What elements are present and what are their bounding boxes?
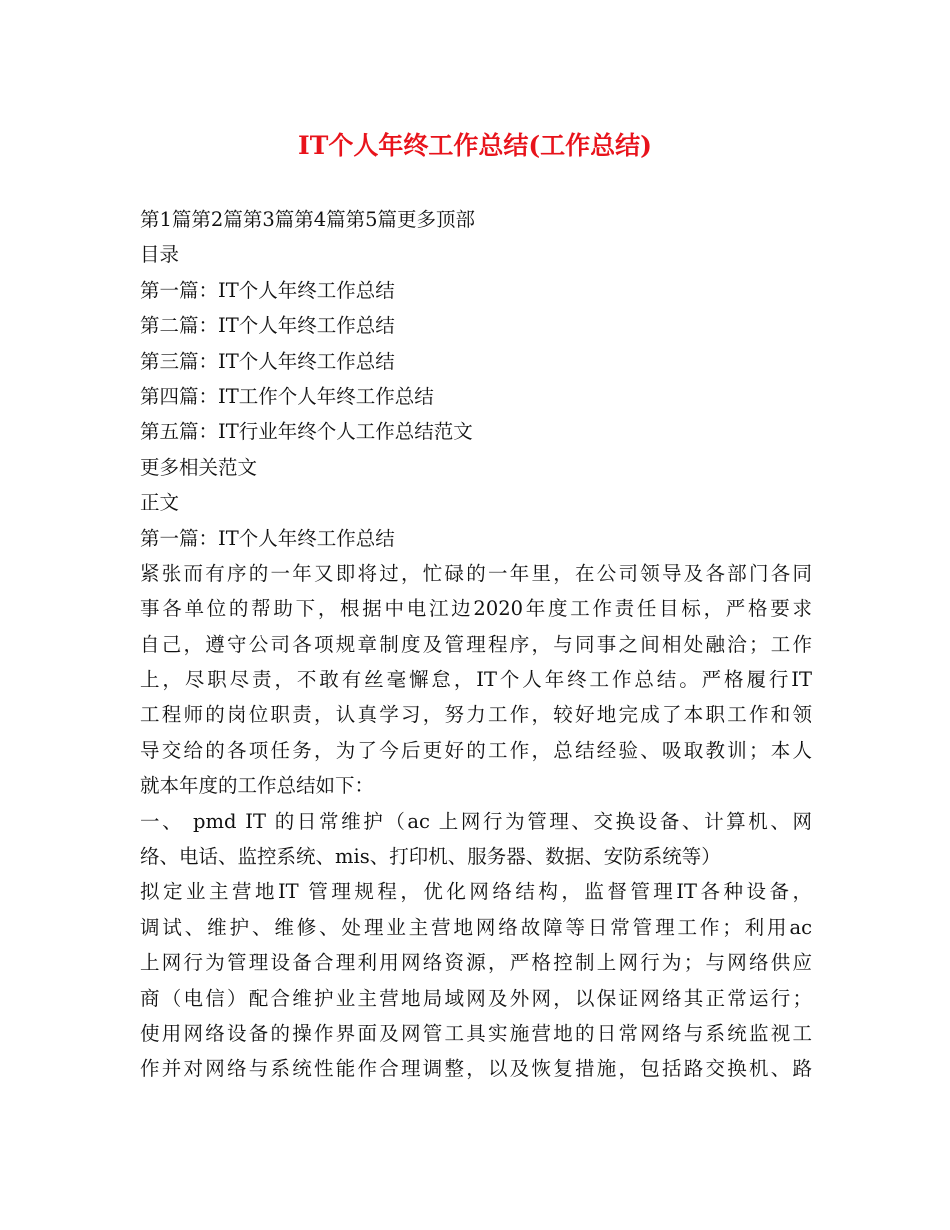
- toc-item: 第四篇：IT工作个人年终工作总结: [140, 384, 434, 408]
- section-heading-line: 络、电话、监控系统、mis、打印机、服务器、数据、安防系统等）: [140, 845, 721, 869]
- nav-line: 第1篇第2篇第3篇第4篇第5篇更多顶部: [140, 208, 476, 231]
- article-heading: 第一篇：IT个人年终工作总结: [140, 526, 395, 550]
- document-title: IT个人年终工作总结(工作总结): [298, 131, 652, 160]
- paragraph-line: 拟定业主营地IT 管理规程，优化网络结构，监督管理IT各种设备，: [140, 880, 812, 904]
- toc-item: 第五篇：IT行业年终个人工作总结范文: [140, 420, 473, 444]
- more-related-link: 更多相关范文: [140, 455, 258, 479]
- paragraph-line: 紧张而有序的一年又即将过，忙碌的一年里，在公司领导及各部门各同: [140, 561, 812, 585]
- paragraph-line: 商（电信）配合维护业主营地局域网及外网，以保证网络其正常运行；: [140, 986, 812, 1010]
- section-heading: [140, 804, 812, 875]
- paragraph-line: 就本年度的工作总结如下：: [140, 774, 375, 798]
- paragraph-line: 事各单位的帮助下，根据中电江边2020年度工作责任目标，严格要求: [140, 597, 812, 621]
- paragraph-line: 自己，遵守公司各项规章制度及管理程序，与同事之间相处融洽；工作: [140, 632, 812, 656]
- paragraph-line: 上网行为管理设备合理利用网络资源，严格控制上网行为；与网络供应: [140, 951, 812, 975]
- paragraph-line: 作并对网络与系统性能作合理调整，以及恢复措施，包括路交换机、路: [140, 1057, 812, 1081]
- paragraph-line: 调试、维护、维修、处理业主营地网络故障等日常管理工作；利用ac: [140, 915, 812, 939]
- paragraph-line: 使用网络设备的操作界面及网管工具实施营地的日常网络与系统监视工: [140, 1021, 812, 1045]
- paragraph-line: 上，尽职尽责，不敢有丝毫懈怠，IT个人年终工作总结。严格履行IT: [140, 668, 812, 692]
- paragraph-line: 导交给的各项任务，为了今后更好的工作，总结经验、吸取教训；本人: [140, 738, 812, 762]
- toc-heading: 目录: [140, 243, 180, 267]
- paragraph-line: 工程师的岗位职责，认真学习，努力工作，较好地完成了本职工作和领: [140, 703, 812, 727]
- toc-item: 第三篇：IT个人年终工作总结: [140, 349, 395, 373]
- paragraph-maintenance: [140, 874, 812, 1086]
- toc-item: 第一篇：IT个人年终工作总结: [140, 278, 395, 302]
- toc-item: 第二篇：IT个人年终工作总结: [140, 314, 395, 338]
- section-heading-line: 一、 pmd IT 的日常维护（ac 上网行为管理、交换设备、计算机、网: [140, 809, 812, 833]
- document-body: [140, 202, 812, 1087]
- body-heading: 正文: [140, 491, 180, 515]
- paragraph-intro: [140, 556, 812, 804]
